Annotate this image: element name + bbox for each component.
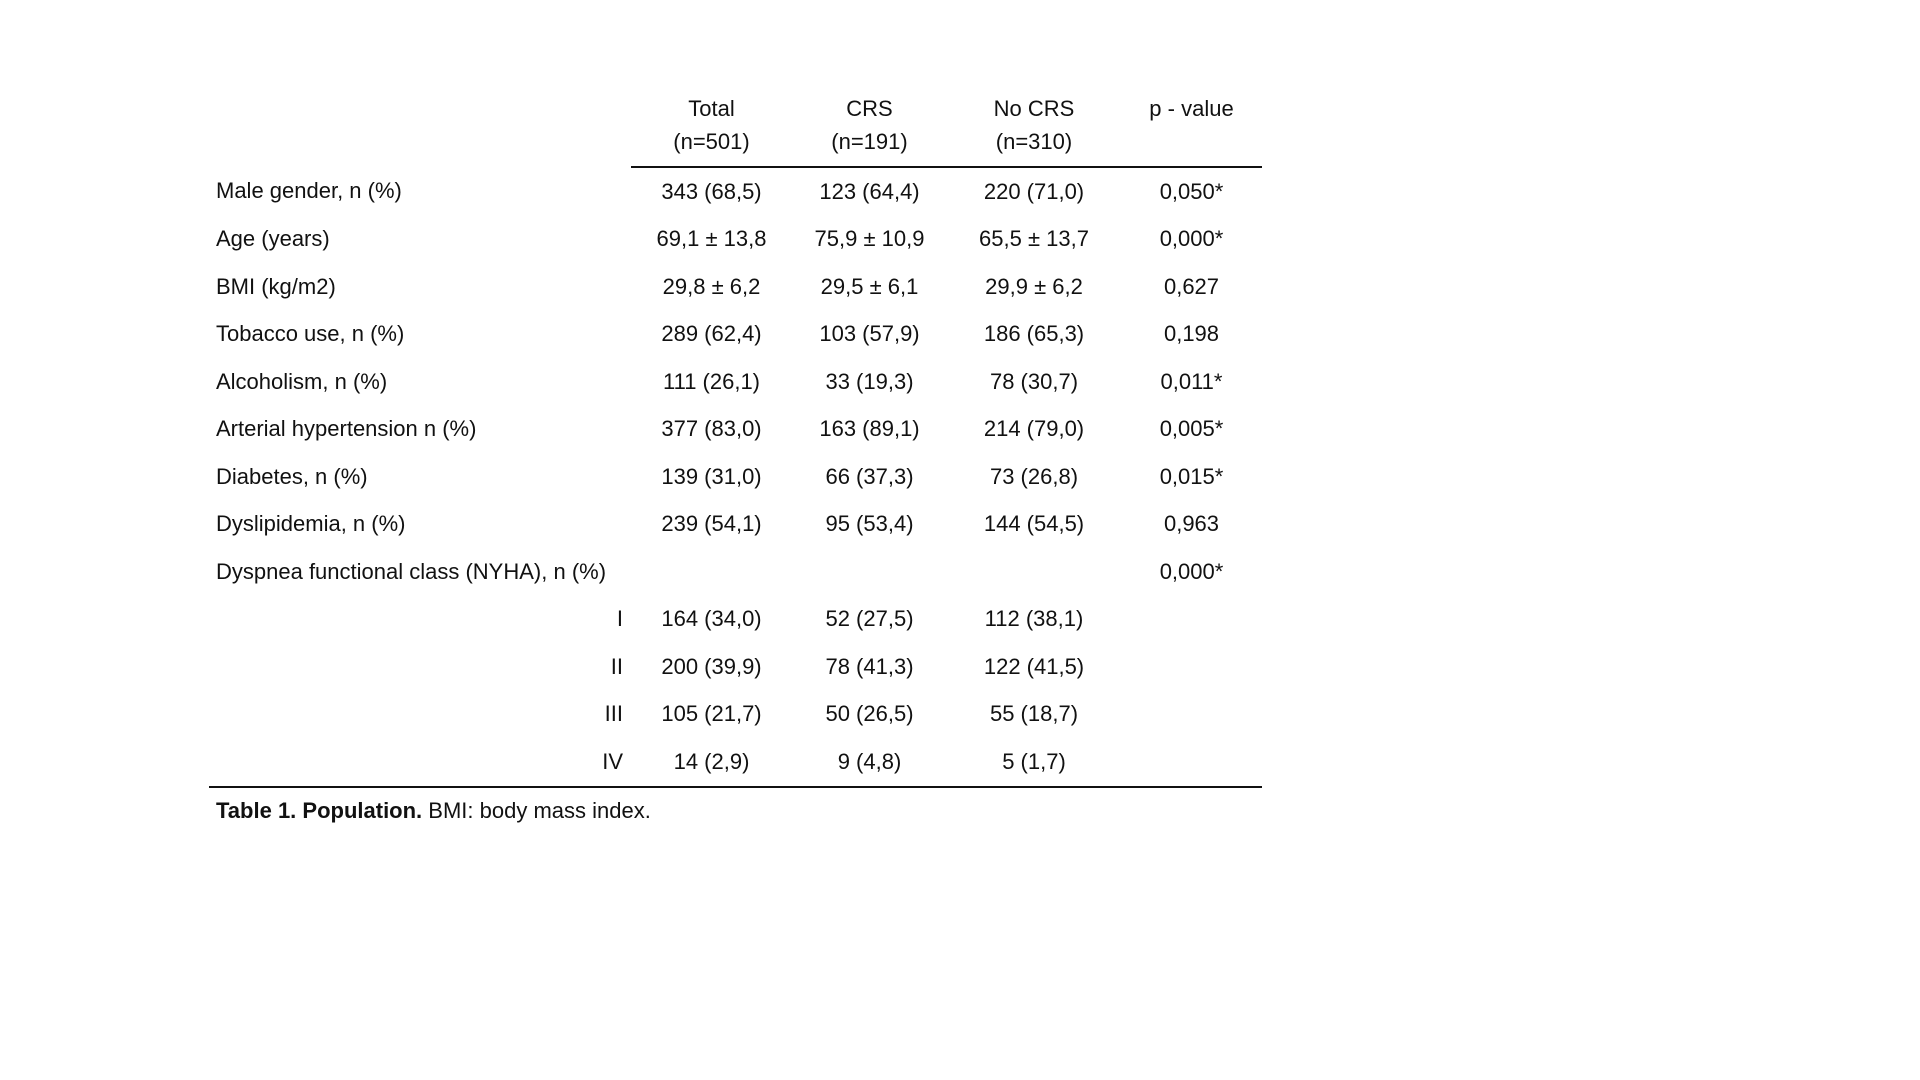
cell-total: 200 (39,9) [661, 653, 762, 679]
table-row [209, 406, 1262, 454]
header-no-crs-n: (n=310) [995, 129, 1073, 154]
table-header-row [209, 88, 1262, 167]
header-crs-n: (n=191) [831, 129, 908, 154]
cell-total: 343 (68,5) [661, 178, 762, 204]
cell-no-crs: 73 (26,8) [989, 463, 1079, 489]
cell-total: 239 (54,1) [661, 511, 762, 537]
row-label: BMI (kg/m2) [216, 273, 336, 299]
cell-total: 139 (31,0) [661, 463, 762, 489]
cell-crs: 95 (53,4) [825, 511, 914, 537]
table-row [209, 358, 1262, 406]
row-label: Arterial hypertension n (%) [216, 416, 477, 442]
cell-no-crs: 55 (18,7) [989, 701, 1079, 727]
population-table-container [209, 88, 1262, 824]
row-label: Male gender, n (%) [216, 178, 402, 204]
table-subrow [209, 596, 1262, 644]
caption-text: BMI: body mass index. [422, 797, 651, 823]
row-label: Age (years) [216, 226, 330, 252]
cell-total: 111 (26,1) [662, 368, 761, 394]
cell-p-value: 0,198 [1163, 321, 1220, 347]
cell-p-value: 0,015* [1159, 463, 1224, 489]
cell-crs: 75,9 ± 10,9 [814, 226, 925, 252]
cell-crs: 33 (19,3) [825, 368, 914, 394]
cell-no-crs: 186 (65,3) [983, 321, 1085, 347]
cell-p-value: 0,963 [1163, 511, 1220, 537]
header-total-n: (n=501) [673, 129, 750, 154]
cell-p-value: 0,627 [1163, 273, 1220, 299]
cell-p-value [1121, 596, 1262, 644]
cell-no-crs: 214 (79,0) [983, 416, 1085, 442]
table-row [209, 263, 1262, 311]
cell-crs: 103 (57,9) [819, 321, 920, 347]
cell-p-value [1121, 691, 1262, 739]
cell-crs [792, 548, 947, 596]
cell-crs: 163 (89,1) [819, 416, 920, 442]
cell-p-value [1121, 738, 1262, 787]
table-row [209, 501, 1262, 549]
cell-crs: 29,5 ± 6,1 [820, 273, 919, 299]
cell-total: 29,8 ± 6,2 [662, 273, 761, 299]
cell-no-crs: 65,5 ± 13,7 [979, 226, 1089, 252]
cell-total: 164 (34,0) [661, 606, 762, 632]
row-label: Diabetes, n (%) [216, 463, 368, 489]
table-row [209, 311, 1262, 359]
header-p-value [1121, 88, 1262, 167]
table-row [209, 548, 1262, 596]
cell-p-value: 0,005* [1159, 416, 1224, 442]
table-subrow [209, 738, 1262, 787]
header-label-cell [209, 88, 631, 167]
cell-total: 69,1 ± 13,8 [656, 226, 767, 252]
header-p-value-title: p - value [1149, 96, 1234, 121]
subrow-label: I [616, 606, 623, 632]
cell-no-crs: 5 (1,7) [947, 738, 1121, 787]
cell-no-crs: 78 (30,7) [989, 368, 1079, 394]
cell-no-crs: 144 (54,5) [983, 511, 1085, 537]
cell-p-value: 0,050* [1159, 178, 1224, 204]
table-row [209, 216, 1262, 264]
header-crs [792, 88, 947, 167]
table-caption [209, 798, 1262, 824]
table-row [209, 167, 1262, 216]
cell-p-value: 0,000* [1159, 558, 1224, 584]
row-label: Dyspnea functional class (NYHA), n (%) [216, 558, 607, 584]
header-crs-title: CRS [846, 96, 893, 121]
cell-no-crs [947, 548, 1121, 596]
header-total-title: Total [688, 96, 735, 121]
table-subrow [209, 691, 1262, 739]
cell-total [631, 548, 792, 596]
cell-crs: 66 (37,3) [825, 463, 914, 489]
header-no-crs [947, 88, 1121, 167]
cell-total: 105 (21,7) [661, 701, 762, 727]
cell-p-value [1121, 643, 1262, 691]
subrow-label: II [610, 653, 623, 679]
cell-p-value: 0,011* [1160, 368, 1223, 394]
row-label: Dyslipidemia, n (%) [216, 511, 406, 537]
table-subrow [209, 643, 1262, 691]
header-total [631, 88, 792, 167]
population-table [209, 88, 1262, 788]
cell-p-value: 0,000* [1159, 226, 1224, 252]
header-no-crs-title: No CRS [993, 96, 1075, 121]
caption-title: Table 1. Population. [216, 797, 423, 823]
table-row [209, 453, 1262, 501]
cell-total: 377 (83,0) [661, 416, 762, 442]
subrow-label: III [604, 701, 623, 727]
cell-crs: 123 (64,4) [819, 178, 920, 204]
cell-crs: 9 (4,8) [792, 738, 947, 787]
cell-no-crs: 220 (71,0) [983, 178, 1085, 204]
cell-no-crs: 112 (38,1) [984, 606, 1084, 632]
subrow-label: IV [209, 738, 631, 787]
cell-no-crs: 29,9 ± 6,2 [985, 273, 1083, 299]
cell-crs: 52 (27,5) [825, 606, 914, 632]
row-label: Alcoholism, n (%) [216, 368, 388, 394]
cell-crs: 78 (41,3) [825, 653, 914, 679]
cell-no-crs: 122 (41,5) [983, 653, 1085, 679]
cell-total: 14 (2,9) [631, 738, 792, 787]
row-label: Tobacco use, n (%) [216, 321, 405, 347]
cell-crs: 50 (26,5) [825, 701, 914, 727]
cell-total: 289 (62,4) [661, 321, 762, 347]
